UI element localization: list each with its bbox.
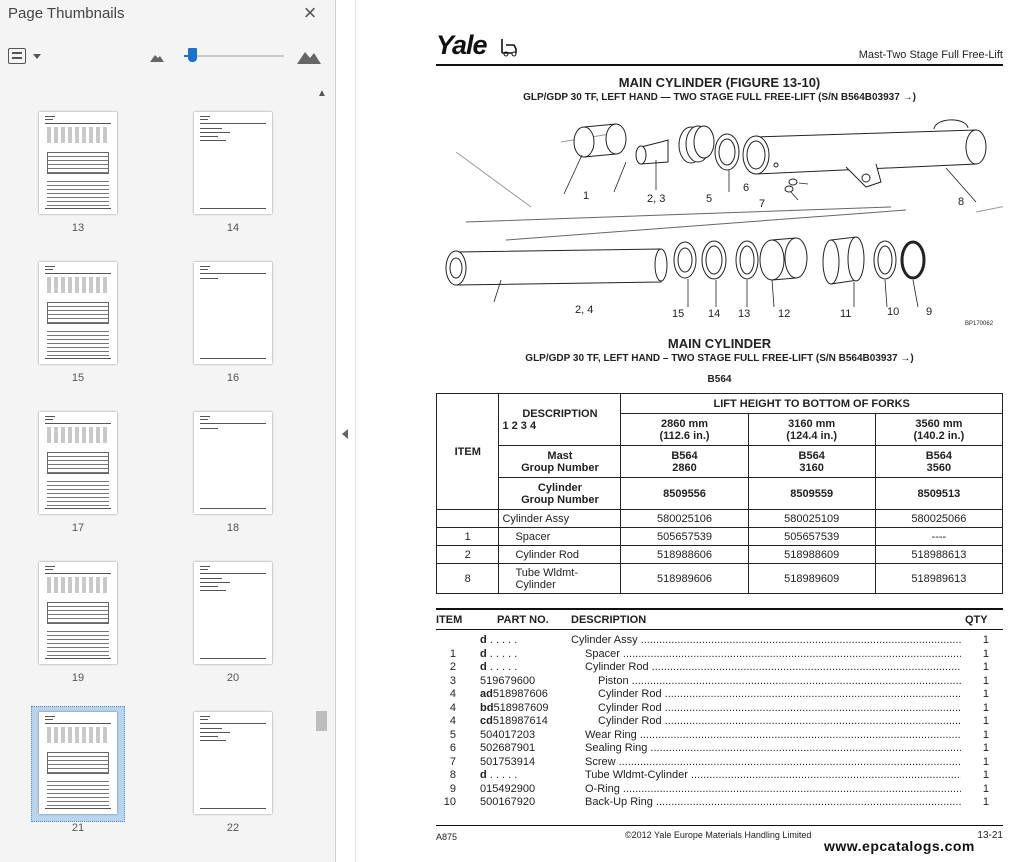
section-heading: Mast-Two Stage Full Free-Lift (858, 49, 1003, 61)
parts-list (436, 634, 1003, 810)
diagram-callout: 10 (887, 306, 900, 318)
zoom-slider-thumb[interactable] (188, 48, 197, 62)
diagram-callout: 2, 3 (647, 193, 666, 205)
preview-line (200, 582, 230, 583)
pane-header (0, 0, 336, 30)
preview-line (45, 569, 53, 570)
row-item: 1 (437, 528, 499, 546)
preview-diagram (47, 127, 109, 143)
model-code: B564 (707, 374, 732, 385)
parts-list-row (436, 769, 1003, 783)
page-number: 13-21 (977, 830, 1003, 841)
preview-line (200, 736, 218, 737)
thumbnail-page-number: 16 (226, 372, 240, 384)
part-code: ad (480, 688, 493, 700)
parts-list-row (436, 756, 1003, 770)
row-item: 8 (437, 564, 499, 594)
part-number: d . . . . . (480, 647, 518, 660)
preview-diagram (47, 277, 109, 293)
part-item: 4 (449, 701, 456, 714)
header-rule (436, 64, 1003, 66)
preview-line (200, 266, 210, 267)
page-thumbnail[interactable] (33, 712, 119, 838)
diagram-callout: 11 (840, 308, 852, 320)
part-number: 015492900 (480, 782, 536, 795)
row-part-number: 580025106 (621, 510, 748, 528)
scrollbar-track[interactable] (316, 102, 328, 842)
lift-inches: (112.6 in.) (659, 429, 710, 442)
scrollbar-thumb[interactable] (316, 711, 327, 731)
preview-rule (45, 123, 111, 124)
preview-line (200, 586, 218, 587)
table-body (437, 510, 1003, 594)
footer-code: A875 (436, 832, 458, 842)
part-item: 9 (449, 782, 456, 795)
row-part-number: 518988609 (748, 546, 875, 564)
part-description: O-Ring ..... (585, 783, 961, 797)
parts-list-row (436, 661, 1003, 675)
preview-line (200, 566, 210, 567)
diagram-callout: 7 (759, 198, 766, 210)
row-part-number: 580025109 (748, 510, 875, 528)
preview-line (45, 266, 55, 267)
parts-list-row (436, 742, 1003, 756)
mast-model: B564 (671, 449, 698, 462)
preview-line (45, 116, 55, 117)
preview-diagram (47, 577, 109, 593)
preview-rule (200, 423, 266, 424)
mast-group-number: 3160 (799, 461, 824, 474)
preview-line (200, 119, 208, 120)
thumbnail-options-icon (8, 48, 26, 64)
part-code: d (480, 634, 487, 646)
part-code: d (480, 769, 487, 781)
diagram-callout: 5 (706, 193, 713, 205)
part-qty: 1 (982, 634, 989, 646)
preview-line (200, 128, 222, 129)
qty-column-header: QTY (965, 614, 988, 626)
preview-rule (45, 423, 111, 424)
lift-inches: (124.4 in.) (786, 429, 838, 442)
close-icon[interactable]: × (303, 0, 317, 25)
preview-line (200, 136, 218, 137)
preview-diagram (47, 427, 109, 443)
part-number: d . . . . . (480, 769, 518, 781)
zoom-in-icon[interactable] (297, 48, 321, 64)
diagram-callout: 14 (708, 308, 721, 320)
page-thumbnail[interactable] (188, 112, 274, 238)
preview-rule (200, 573, 266, 574)
preview-footer-rule (200, 358, 266, 359)
preview-table (47, 602, 109, 624)
diagram-callout: 6 (743, 182, 750, 194)
row-part-number: 518988613 (875, 546, 1002, 564)
thumbnail-page-number: 14 (226, 222, 240, 234)
scroll-up-arrow-icon[interactable]: ▲ (317, 88, 327, 99)
part-description: Tube Wldmt-Cylinder ..... (585, 769, 961, 783)
part-item: 6 (449, 742, 456, 754)
preview-line (200, 140, 226, 141)
preview-rule (200, 123, 266, 124)
part-number: cd518987614 (480, 715, 548, 727)
part-item: 4 (449, 688, 456, 700)
parts-list-row (436, 796, 1003, 810)
part-qty: 1 (982, 755, 989, 768)
thumbnail-page-preview (194, 712, 272, 814)
lift-inches: (140.2 in.) (913, 429, 965, 442)
preview-line (45, 419, 53, 420)
page-thumbnails-pane (0, 0, 336, 862)
part-qty: 1 (982, 742, 989, 754)
part-number: ad518987606 (480, 688, 548, 700)
part-code: bd (480, 701, 494, 714)
preview-rule (45, 573, 111, 574)
mast-group-number: 2860 (672, 461, 697, 474)
preview-line (200, 716, 210, 717)
thumbnail-page-number: 13 (71, 222, 85, 234)
preview-footer-rule (200, 508, 266, 509)
thumbnail-page-number: 20 (226, 672, 240, 684)
part-item: 1 (449, 647, 456, 660)
preview-diagram (47, 727, 109, 743)
preview-line (45, 719, 53, 720)
part-item: 3 (449, 674, 456, 687)
part-code: d (480, 661, 487, 673)
part-qty: 1 (982, 701, 989, 714)
exploded-cylinder-diagram (436, 112, 1003, 327)
part-qty: 1 (982, 715, 989, 727)
row-description: Cylinder Rod (499, 546, 621, 564)
mast-group-label: Mast Group Number (499, 446, 621, 478)
row-part-number: 518989609 (748, 564, 875, 594)
preview-table (47, 452, 109, 474)
footer-rule (436, 825, 1003, 826)
part-code: cd (480, 715, 493, 727)
parts-list-header (436, 608, 1003, 628)
lift-height-cell (748, 414, 875, 446)
parts-list-row (436, 783, 1003, 797)
preview-line (45, 566, 55, 567)
lift-height-table (436, 393, 1003, 594)
row-part-number: 505657539 (621, 528, 748, 546)
part-qty: 1 (982, 647, 989, 660)
table-row (437, 546, 1003, 564)
part-number: 500167920 (480, 796, 536, 808)
mast-group-cell (748, 446, 875, 478)
diagram-callout: 15 (672, 308, 685, 320)
item-column-header: ITEM (436, 614, 463, 626)
part-qty: 1 (982, 688, 989, 700)
preview-line (200, 728, 222, 729)
preview-table (47, 302, 109, 324)
diagram-callout: 9 (926, 306, 933, 318)
lift-mm: 3560 mm (915, 417, 963, 430)
preview-line (200, 132, 230, 133)
preview-table (47, 752, 109, 774)
part-qty: 1 (982, 661, 989, 673)
preview-line (200, 419, 208, 420)
diagram-callout: 2, 4 (575, 304, 594, 316)
parts-list-row (436, 715, 1003, 729)
mast-group-row (437, 446, 1003, 478)
part-qty: 1 (982, 796, 989, 808)
preview-line (200, 569, 208, 570)
parts-list-row (436, 702, 1003, 716)
part-item: 4 (449, 715, 456, 727)
parts-list-row (436, 688, 1003, 702)
preview-line (200, 740, 226, 741)
drawing-code: BP170062 (965, 321, 994, 327)
thumbnail-page-preview (39, 712, 117, 814)
part-item: 8 (449, 769, 456, 781)
zoom-out-icon[interactable] (150, 52, 164, 62)
cylinder-group-label: Cylinder Group Number (499, 478, 621, 510)
cylinder-group-cell: 8509513 (875, 478, 1002, 510)
lift-height-cell (875, 414, 1002, 446)
preview-parts (47, 328, 109, 358)
page-thumbnail[interactable] (33, 112, 119, 238)
cylinder-group-row (437, 478, 1003, 510)
part-description: Sealing Ring ..... (585, 742, 961, 756)
part-description: Cylinder Rod ..... (598, 688, 961, 702)
page-thumbnail[interactable] (188, 412, 274, 538)
part-description: Cylinder Assy ..... (571, 634, 961, 648)
part-qty: 1 (982, 728, 989, 741)
row-part-number: 518988606 (621, 546, 748, 564)
mast-group-number: 3560 (926, 461, 952, 474)
preview-footer-rule (45, 508, 111, 509)
parts-list-row (436, 648, 1003, 662)
preview-line (200, 590, 226, 591)
section-subtitle: GLP/GDP 30 TF, LEFT HAND – TWO STAGE FULL FREE-LIFT (S/N B564B03937 →) (525, 353, 914, 364)
lift-height-cell (621, 414, 748, 446)
part-number: 519679600 (480, 674, 536, 687)
page-thumbnail[interactable] (188, 262, 274, 388)
lift-mm: 3160 mm (788, 417, 836, 430)
row-part-number: 518989606 (621, 564, 748, 594)
thumbnail-page-preview (39, 112, 117, 214)
row-description: Spacer (499, 528, 621, 546)
part-item: 10 (443, 796, 456, 808)
part-number: bd518987609 (480, 701, 549, 714)
description-column-header: DESCRIPTION (571, 614, 647, 626)
pane-title: Page Thumbnails (8, 5, 125, 22)
description-header: DESCRIPTION 1 2 3 4 (499, 394, 621, 446)
part-code: d (480, 647, 487, 660)
preview-footer-rule (45, 208, 111, 209)
preview-rule (200, 723, 266, 724)
preview-table (47, 152, 109, 174)
page-thumbnail[interactable] (33, 262, 119, 388)
part-number: d . . . . . (480, 634, 518, 646)
preview-rule (45, 273, 111, 274)
row-item (437, 510, 499, 528)
preview-line (200, 732, 230, 733)
row-part-number: ---- (875, 528, 1002, 546)
part-qty: 1 (982, 674, 989, 687)
table-row (437, 528, 1003, 546)
preview-line (200, 269, 208, 270)
thumbnail-options-button[interactable] (8, 48, 44, 66)
yale-logo: Yale (436, 30, 487, 60)
preview-footer-rule (45, 808, 111, 809)
mast-group-cell (621, 446, 748, 478)
preview-line (200, 116, 210, 117)
cylinder-group-cell: 8509559 (748, 478, 875, 510)
preview-parts (47, 178, 109, 208)
preview-footer-rule (200, 658, 266, 659)
section-title: MAIN CYLINDER (667, 336, 772, 351)
preview-footer-rule (45, 658, 111, 659)
preview-line (200, 428, 218, 429)
preview-parts (47, 478, 109, 508)
part-column-header: PART NO. (497, 614, 549, 626)
thumbnail-page-number: 18 (226, 522, 240, 534)
thumbnail-page-number: 17 (71, 522, 85, 534)
thumbnail-page-preview (194, 562, 272, 664)
part-description: Cylinder Rod ..... (585, 661, 961, 675)
diagram-callout: 13 (738, 308, 751, 320)
part-number: 502687901 (480, 742, 536, 754)
footer-copyright: ©2012 Yale Europe Materials Handling Limited (625, 830, 812, 840)
preview-parts (47, 628, 109, 658)
part-qty: 1 (982, 769, 989, 781)
thumbnail-page-preview (194, 112, 272, 214)
document-page (357, 0, 1036, 862)
page-thumbnail[interactable] (188, 562, 274, 688)
preview-rule (45, 723, 111, 724)
parts-header-rule (436, 629, 1003, 630)
lift-height-header: LIFT HEIGHT TO BOTTOM OF FORKS (621, 394, 1003, 414)
thumbnail-page-preview (39, 562, 117, 664)
part-item: 7 (449, 755, 456, 768)
diagram-callout: 12 (778, 308, 791, 320)
page-thumbnail[interactable] (33, 412, 119, 538)
mast-group-cell (875, 446, 1002, 478)
mast-model: B564 (925, 449, 953, 462)
preview-line (200, 578, 222, 579)
part-item: 2 (449, 661, 456, 673)
collapse-pane-icon[interactable] (342, 429, 348, 439)
preview-footer-rule (200, 808, 266, 809)
preview-footer-rule (45, 358, 111, 359)
preview-line (45, 716, 55, 717)
cylinder-group-cell: 8509556 (621, 478, 748, 510)
preview-line (200, 719, 208, 720)
thumbnail-page-preview (194, 262, 272, 364)
part-description: Screw ..... (585, 756, 961, 770)
item-header: ITEM (437, 394, 499, 510)
thumbnail-page-preview (39, 412, 117, 514)
chevron-down-icon (33, 54, 41, 59)
row-part-number: 518989613 (875, 564, 1002, 594)
part-qty: 1 (982, 782, 989, 795)
part-number: 501753914 (480, 755, 536, 768)
part-description: Spacer ..... (585, 648, 961, 662)
figure-subtitle: GLP/GDP 30 TF, LEFT HAND — TWO STAGE FULL FREE-LIFT (S/N B564B03937 →) (523, 92, 916, 103)
thumbnail-page-number: 19 (71, 672, 85, 684)
forklift-logo-icon (500, 37, 522, 57)
row-item: 2 (437, 546, 499, 564)
preview-line (45, 119, 53, 120)
row-part-number: 505657539 (748, 528, 875, 546)
part-description: Cylinder Rod ..... (598, 702, 961, 716)
table-row (437, 510, 1003, 528)
figure-title: MAIN CYLINDER (FIGURE 13-10) (618, 75, 821, 90)
thumbnail-page-preview (39, 262, 117, 364)
preview-line (45, 416, 55, 417)
preview-line (200, 416, 210, 417)
diagram-callout: 1 (583, 190, 590, 202)
thumbnail-page-preview (194, 412, 272, 514)
page-thumbnail[interactable] (33, 562, 119, 688)
page-thumbnail[interactable] (188, 712, 274, 838)
part-description: Cylinder Rod ..... (598, 715, 961, 729)
mast-model: B564 (798, 449, 825, 462)
row-description: Tube Wldmt-Cylinder (499, 564, 621, 594)
parts-list-row (436, 729, 1003, 743)
part-number: d . . . . . (480, 661, 518, 673)
preview-line (45, 269, 53, 270)
preview-parts (47, 778, 109, 808)
row-part-number: 580025066 (875, 510, 1002, 528)
table-row (437, 564, 1003, 594)
row-description: Cylinder Assy (499, 510, 621, 528)
thumbnail-page-number: 22 (226, 822, 240, 834)
watermark: www.epcatalogs.com (824, 838, 975, 854)
diagram-callout: 8 (958, 196, 965, 208)
thumbnail-page-number: 21 (71, 822, 85, 834)
parts-list-row (436, 675, 1003, 689)
part-item: 5 (449, 728, 456, 741)
thumbnail-page-number: 15 (71, 372, 85, 384)
part-description: Piston ..... (598, 675, 961, 689)
preview-rule (200, 273, 266, 274)
part-description: Wear Ring ..... (585, 729, 961, 743)
preview-footer-rule (200, 208, 266, 209)
lift-mm: 2860 mm (660, 417, 709, 430)
part-description: Back-Up Ring ..... (585, 796, 961, 810)
parts-list-row (436, 634, 1003, 648)
zoom-slider-track[interactable] (184, 55, 284, 57)
pane-toolbar (0, 38, 336, 76)
part-number: 504017203 (480, 728, 536, 741)
preview-line (200, 278, 218, 279)
